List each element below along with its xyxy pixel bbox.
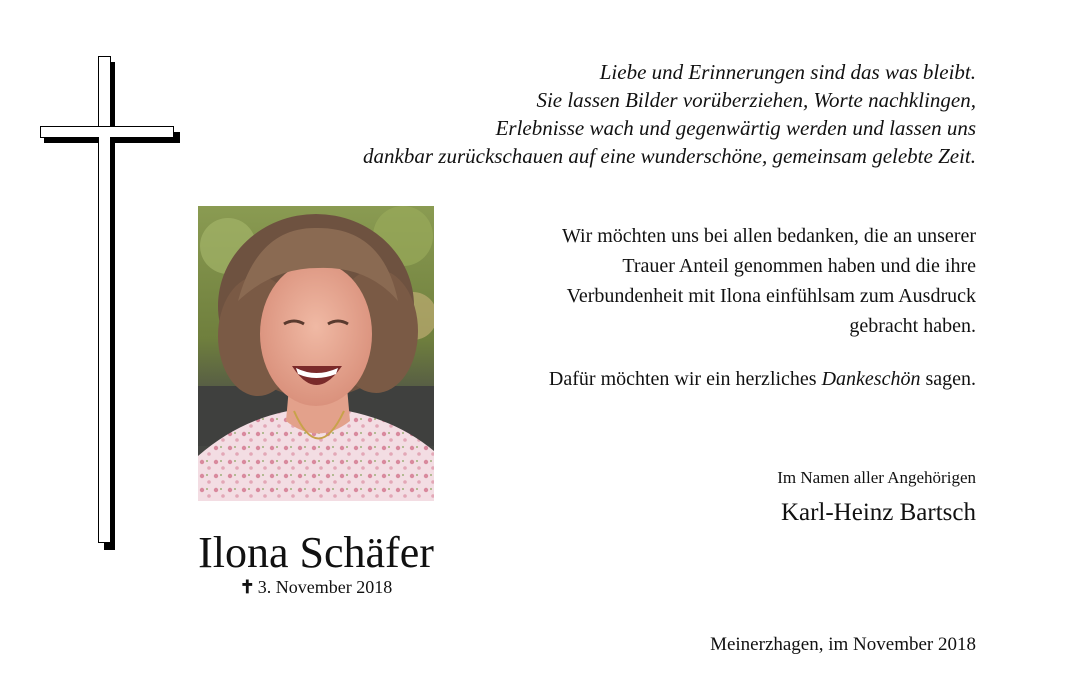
- portrait-photo: [198, 206, 434, 501]
- closing-text-after: sagen.: [920, 368, 976, 390]
- poem-line: Liebe und Erinnerungen sind das was bleibt.: [599, 60, 976, 84]
- poem-line: dankbar zurückschauen auf eine wunderschöne, gemeinsam gelebte Zeit.: [363, 144, 976, 168]
- thanks-line: Trauer Anteil genommen haben und die ihre: [622, 255, 976, 277]
- place-and-date: Meinerzhagen, im November 2018: [710, 634, 976, 655]
- thanks-line: Wir möchten uns bei allen bedanken, die an unserer: [561, 225, 976, 247]
- dagger-icon: ✝: [239, 577, 255, 597]
- closing-thanks: [416, 364, 976, 394]
- closing-text-before: Dafür möchten wir ein herzliches: [548, 368, 822, 390]
- thanks-line: gebracht haben.: [849, 315, 976, 337]
- poem-line: Sie lassen Bilder vorüberziehen, Worte nachklingen,: [536, 88, 976, 112]
- thanks-line: Verbundenheit mit Ilona einfühlsam zum Ausdruck: [566, 285, 976, 307]
- death-date: 3. November 2018: [257, 577, 393, 597]
- closing-emphasis: Dankeschön: [821, 368, 921, 390]
- signer-name: Karl-Heinz Bartsch: [780, 499, 976, 526]
- cross-junction: [98, 137, 111, 139]
- thanks-paragraph: [456, 221, 976, 341]
- poem-line: Erlebnisse wach und gegenwärtig werden und lassen uns: [495, 116, 976, 140]
- on-behalf-line: Im Namen aller Angehörigen: [777, 468, 976, 487]
- memorial-poem: [276, 58, 976, 170]
- death-date-line: [180, 576, 452, 598]
- cross-icon: [40, 56, 180, 550]
- deceased-name: Ilona Schäfer: [198, 528, 434, 577]
